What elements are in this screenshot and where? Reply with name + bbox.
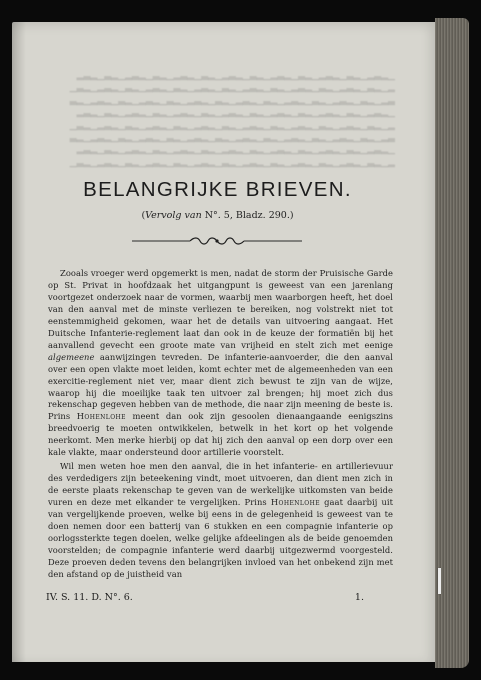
article-subtitle <box>40 210 395 221</box>
author-name: Hohenlohe <box>76 411 126 422</box>
article-body <box>48 268 393 581</box>
paragraph-text: meent dan ook zijn gesoolen dienaangaande eenigszins breedvoerig te moeten ontwikkelen, betwelk in het kort op het volgende neerkomt. Men merke hierbij op dat hij zich den aanval op een dorp over een kale vlakte, maar ondersteund door artillerie voorstelt. <box>48 411 393 458</box>
decorative-rule-ornament <box>132 237 302 245</box>
author-name: Hohenlohe <box>270 497 321 508</box>
page-footer <box>46 592 364 603</box>
paragraph-text: gaat daarbij uit van vergelijkende proeven, welke bij eens in de gelegenheid is geweest van te doen nemen door een batterij van 6 stukken en een compagnie infanterie op oorlogssterkte tegen doelen, welke gelijke afdeelingen als de beide genoemden voorstelden; de compagnie infanterie werd daarbij uitgezwermd voorgesteld. Deze proeven deden tevens den belangrijken invloed van het onbekend zijn met den afstand op de juistheid van <box>48 497 393 579</box>
sheet-number: 1. <box>354 592 364 603</box>
paragraph <box>48 268 393 459</box>
article-title: BELANGRIJKE BRIEVEN. <box>83 178 352 201</box>
bookmark-slip <box>438 568 441 594</box>
emphasis-text: algemeene <box>48 351 95 362</box>
subtitle-open-paren: ( <box>141 210 146 221</box>
spine-shadow <box>12 22 26 662</box>
paragraph-text: Zooals vroeger werd opgemerkt is men, nadat de storm der Pruisische Garde op St. Privat in hoofdzaak het uitgangpunt is geweest van een jarenlang voortgezet onderzoek naar de vormen, waarbij men waarborgen heeft, het doel van den aanval met de minste verliezen te bereiken, nog volstrekt niet tot eenstemmigheid gekomen, waar het de details van uitvoering aangaat. Het Duitsche Infanterie-reglement laat dan ook in de keuze der formatiën bij het aanvallend gevecht een groote mate van vrijheid en stelt zich met eenige <box>48 268 393 350</box>
paragraph-text: aanwijzingen tevreden. De infanterie-aanvoerder, die den aanval over een open vlakte moet leiden, komt echter met de algemeenheden van een exercitie-reglement niet ver, maar dient zich bewust te zijn van de wijze, waarop hij die moeilijke taak ten uitvoer zal brengen; hij moet zich dus rekenschap gegeven hebben van de methode, die naar zijn meening de beste is. Prins <box>48 351 393 422</box>
show-through-text: ▁▂▃▂▁▂▃▁▂▃▂▁▂▃▁▂▃▂▁▂▃▁▂▃▂▁▂▃▁▂▃▂▁▂▃▁▂▃▂▁▂▃▁▂▃▂ ▂▁▂▃▁▂▃▂▁▂▃▁▂▃▂▁▂▃▁▂▃▂▁▂▃▁▂▃▂▁▂▃▁▂▃▂▁▂▃▁▂▃▂▁▂▃▁ ▃▂▁▂▃▁▂▃▂▁▂▃▁▂▃▂▁▂▃▁▂▃▂▁▂▃▁▂▃▂▁▂▃▁▂▃▂▁▂▃▁▂▃▂▁▂▃ ▁▂▃▂▁▂▃▁▂▃▂▁▂▃▁▂▃▂▁▂▃▁▂▃▂▁▂▃▁▂▃▂▁▂▃▁▂▃▂▁▂▃▁▂▃▂ ▂▁▂▃▁▂▃▂▁▂▃▁▂▃▂▁▂▃▁▂▃▂▁▂▃▁▂▃▂▁▂▃▁▂▃▂▁▂▃▁▂▃▂▁▂▃▁ ▃▂▁▂▃▁▂▃▂▁▂▃▁▂▃▂▁▂▃▁▂▃▂▁▂▃▁▂▃▂▁▂▃▁▂▃▂▁▂▃▁▂▃▂▁▂▃ ▁▂▃▂▁▂▃▁▂▃▂▁▂▃▁▂▃▂▁▂▃▁▂▃▂▁▂▃▁▂▃▂▁▂▃▁▂▃▂▁▂▃▁▂▃▂ ▂▁▂▃▁▂▃▂▁▂▃▁▂▃▂▁▂▃▁▂▃▂▁▂▃▁▂▃▂▁▂▃▁▂▃▂▁▂▃▁▂▃▂▁▂▃▁ <box>69 71 395 168</box>
signature-mark: IV. S. 11. D. N°. 6. <box>46 592 133 603</box>
paragraph <box>48 461 393 581</box>
subtitle-reference: N°. 5, Bladz. 290.) <box>201 210 294 221</box>
paragraph-text: Wil men weten hoe men den aanval, die in het infanterie- en artillerievuur des verdedigers zijn beteekening vindt, moet uitvoeren, dan dient men zich in de eerste plaats rekenschap te geven van de werkelijke uitkomsten van beide vuren en deze met elkander te vergelijken. Prins <box>48 461 393 508</box>
subtitle-continuation-label: Vervolg van <box>145 210 202 221</box>
